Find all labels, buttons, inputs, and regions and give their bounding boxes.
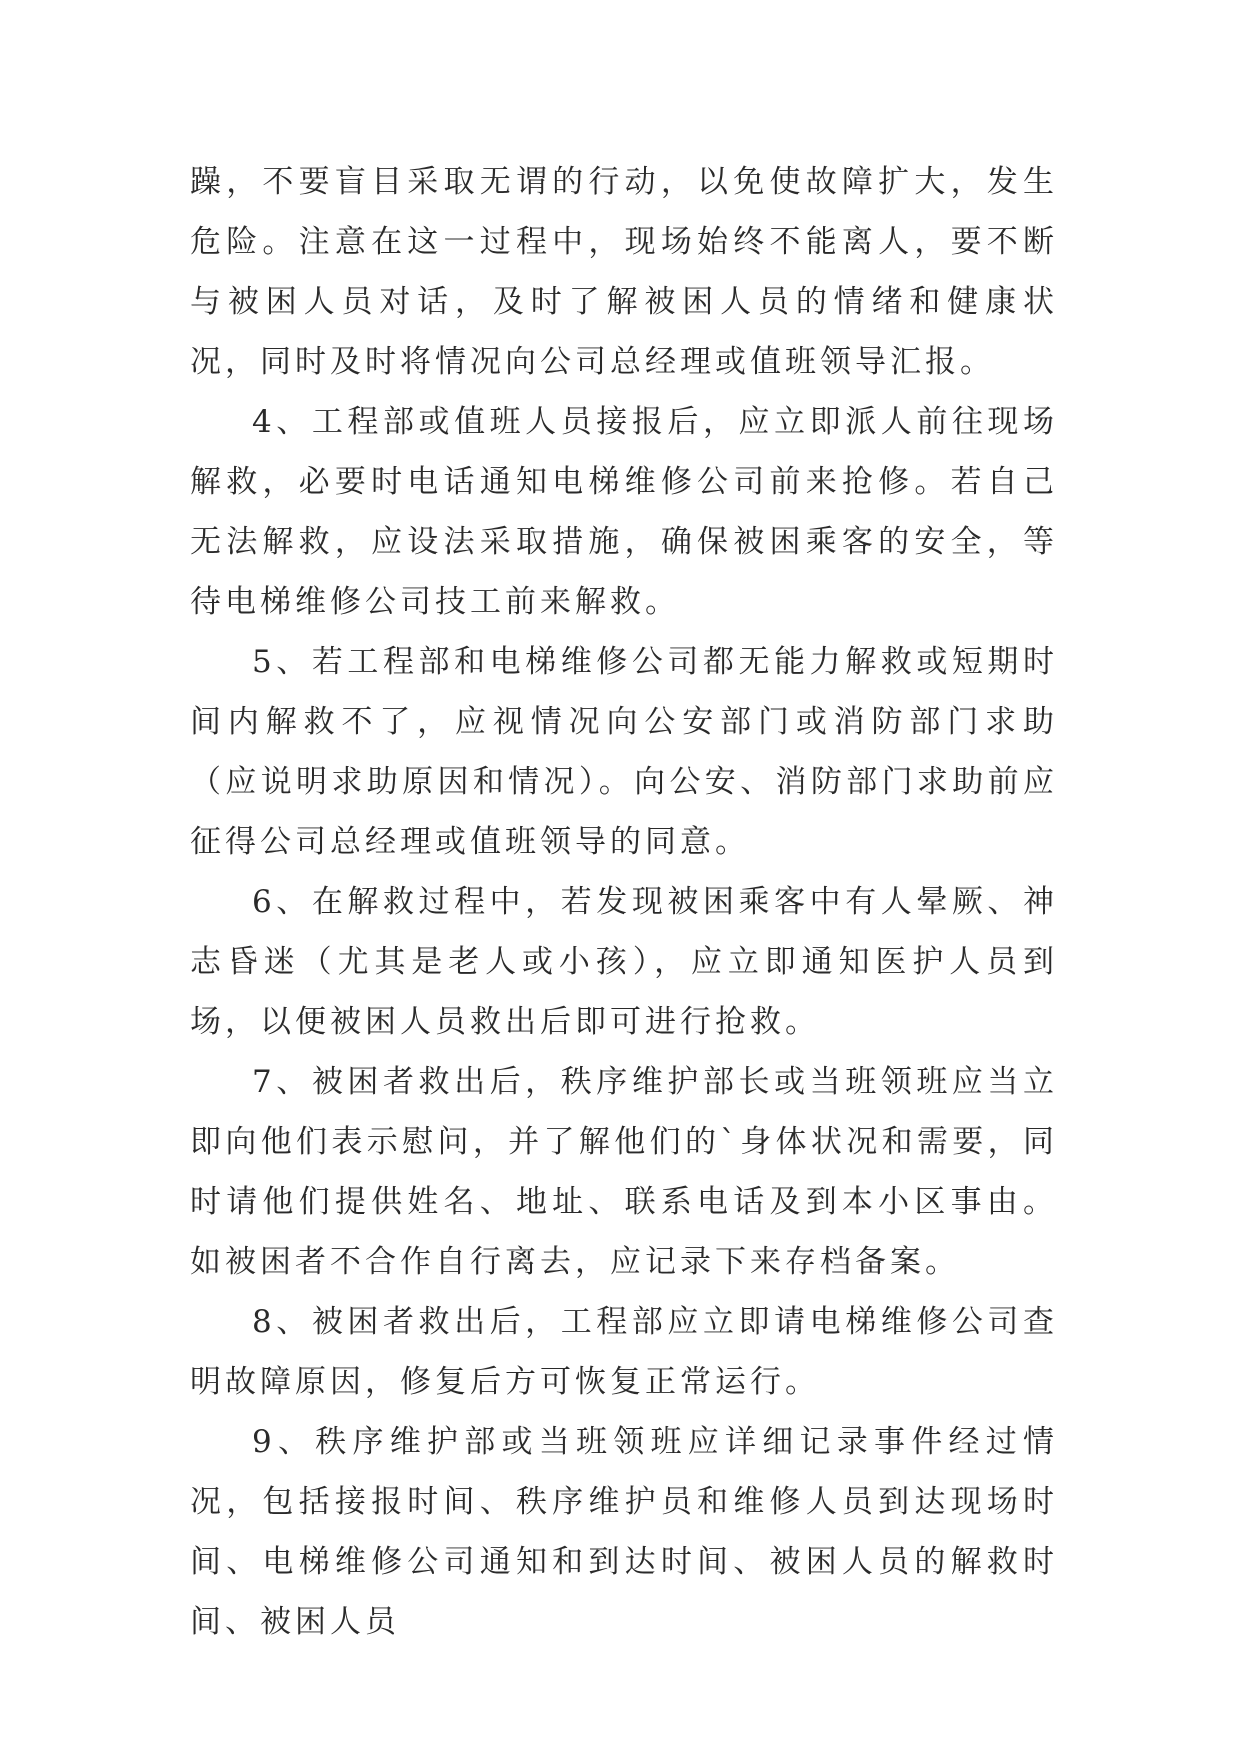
paragraph-item-9: 9、秩序维护部或当班领班应详细记录事件经过情况，包括接报时间、秩序维护员和维修人员到达现场时间、电梯维修公司通知和到达时间、被困人员的解救时间、被困人员 bbox=[190, 1424, 1058, 1640]
paragraph-item-8: 8、被困者救出后，工程部应立即请电梯维修公司查明故障原因，修复后方可恢复正常运行。 bbox=[190, 1304, 1058, 1400]
document-body bbox=[190, 152, 1058, 1652]
paragraph-continuation: 躁，不要盲目采取无谓的行动，以免使故障扩大，发生危险。注意在这一过程中，现场始终不能离人，要不断与被困人员对话，及时了解被困人员的情绪和健康状况，同时及时将情况向公司总经理或值班领导汇报。 bbox=[190, 164, 1058, 380]
paragraph-item-4: 4、工程部或值班人员接报后，应立即派人前往现场解救，必要时电话通知电梯维修公司前来抢修。若自己无法解救，应设法采取措施，确保被困乘客的安全，等待电梯维修公司技工前来解救。 bbox=[190, 404, 1058, 620]
paragraph-item-7: 7、被困者救出后，秩序维护部长或当班领班应当立即向他们表示慰问，并了解他们的`身体状况和需要，同时请他们提供姓名、地址、联系电话及到本小区事由。如被困者不合作自行离去，应记录下来存档备案。 bbox=[190, 1064, 1058, 1280]
paragraph-item-6: 6、在解救过程中，若发现被困乘客中有人晕厥、神志昏迷（尤其是老人或小孩），应立即通知医护人员到场，以便被困人员救出后即可进行抢救。 bbox=[190, 884, 1058, 1040]
paragraph-item-5: 5、若工程部和电梯维修公司都无能力解救或短期时间内解救不了，应视情况向公安部门或消防部门求助（应说明求助原因和情况）。向公安、消防部门求助前应征得公司总经理或值班领导的同意。 bbox=[190, 644, 1058, 860]
